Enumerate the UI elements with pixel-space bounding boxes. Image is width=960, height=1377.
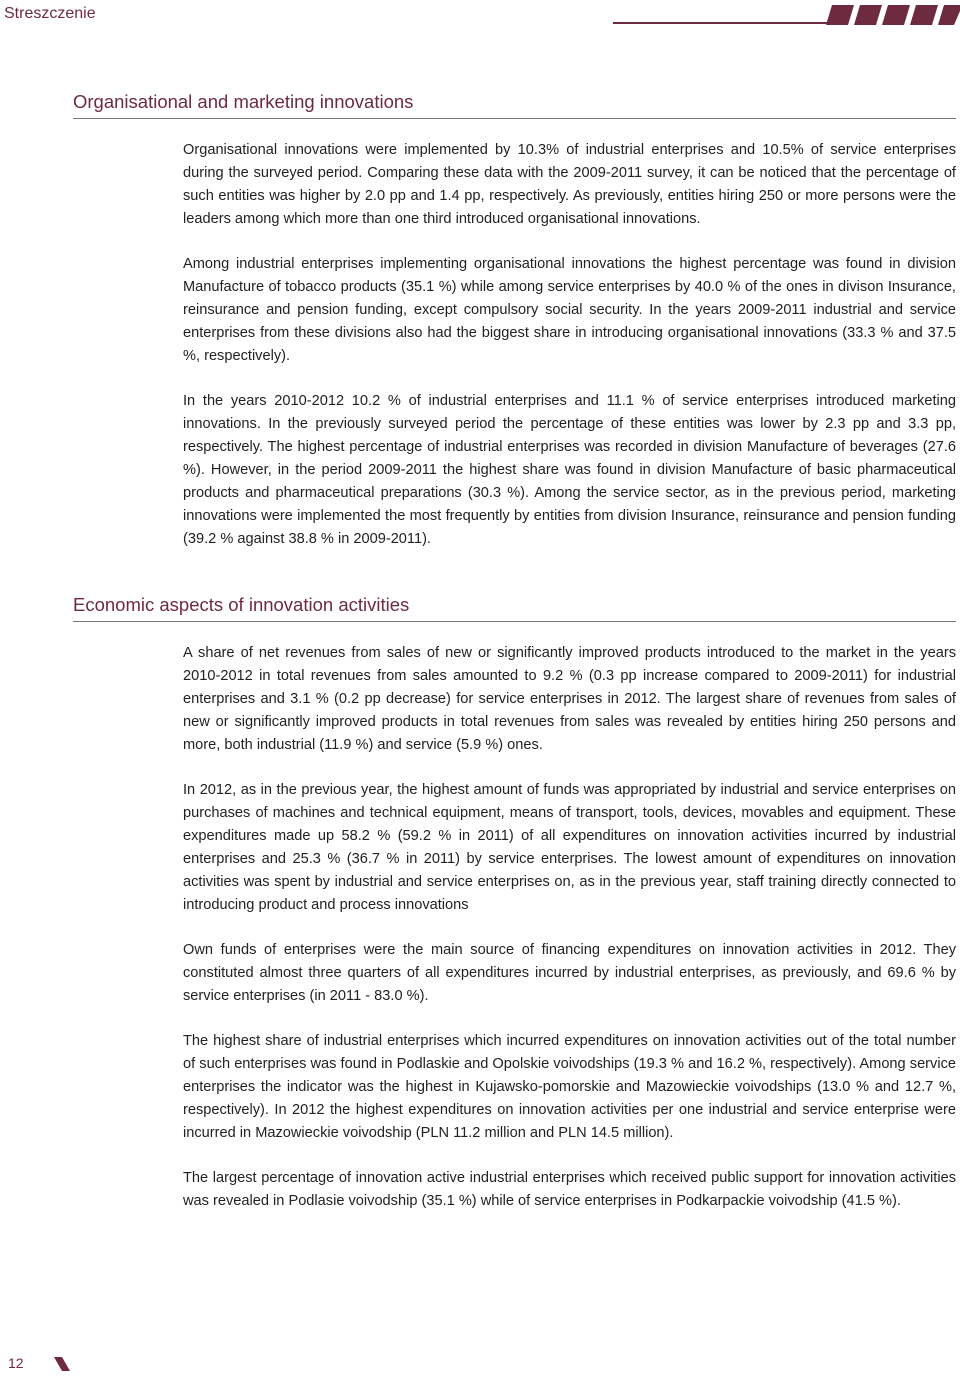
section-title-economic: Economic aspects of innovation activities: [73, 594, 956, 622]
paragraph: The highest share of industrial enterprises which incurred expenditures on innovation activities out of the total number of such enterprises was found in Podlaskie and Opolskie voivodships (19.3 % and 16.2 %, respectively). Among service enterprises the indicator was the highest in Kujawsko-pomorskie and Mazowieckie voivodships (13.0 % and 12.7 %, respectively). In 2012 the highest expenditures on innovation activities per one industrial and service enterprise were incurred in Mazowieckie voivodship (PLN 11.2 million and PLN 14.5 million).: [183, 1033, 956, 1141]
footer-mark-decoration: [54, 1357, 70, 1371]
header-rule: [613, 22, 828, 24]
paragraph: The largest percentage of innovation active industrial enterprises which received public support for innovation activities was revealed in Podlasie voivodship (35.1 %) while of service enterprises in Podkarpackie voivodship (41.5 %).: [183, 1170, 956, 1209]
paragraph: Organisational innovations were implemented by 10.3% of industrial enterprises and 10.5% of service enterprises during the surveyed period. Comparing these data with the 2009-2011 survey, it can be noticed that the percentage of such entities was higher by 2.0 pp and 1.4 pp, respectively. As previously, entities hiring 250 or more persons were the leaders among which more than one third introduced organisational innovations.: [183, 142, 956, 227]
running-head: Streszczenie: [4, 5, 96, 22]
paragraph: In the years 2010-2012 10.2 % of industrial enterprises and 11.1 % of service enterprises introduced marketing innovations. In the previously surveyed period the percentage of these entities was lower by 2.3 pp and 3.3 pp, respectively. The highest percentage of industrial enterprises was recorded in division Manufacture of beverages (27.6 %). However, in the period 2009-2011 the highest share was found in division Manufacture of basic pharmaceutical products and pharmaceutical preparations (30.3 %). Among the service sector, as in the previous period, marketing innovations were implemented the most frequently by entities from division Insurance, reinsurance and pension funding (39.2 % against 38.8 % in 2009-2011).: [183, 393, 956, 547]
paragraph: A share of net revenues from sales of new or significantly improved products introduced to the market in the years 2010-2012 in total revenues from sales amounted to 9.2 % (0.3 pp increase compared to 2009-2011) for industrial enterprises and 3.1 % (0.2 pp decrease) for service enterprises in 2012. The largest share of revenues from sales of new or significantly improved products in total revenues from sales was revealed by entities hiring 250 persons and more, both industrial (11.9 %) and service (5.9 %) ones.: [183, 645, 956, 753]
paragraph: Own funds of enterprises were the main source of financing expenditures on innovation activities in 2012. They constituted almost three quarters of all expenditures incurred by industrial enterprises, as previously, and 69.6 % by service enterprises (in 2011 - 83.0 %).: [183, 942, 956, 1004]
page-number: 12: [8, 1355, 24, 1371]
paragraph: Among industrial enterprises implementing organisational innovations the highest percentage was found in division Manufacture of tobacco products (35.1 %) while among service enterprises by 40.0 % of the ones in divison Insurance, reinsurance and pension funding, except compulsory social security. In the years 2009-2011 industrial and service enterprises from these divisions also had the biggest share in introducing organisational innovations (33.3 % and 37.5 %, respectively).: [183, 256, 956, 364]
header-stripes-decoration: [826, 5, 960, 25]
section-title-organisational: Organisational and marketing innovations: [73, 91, 956, 119]
section-body-organisational: [183, 139, 956, 551]
paragraph: In 2012, as in the previous year, the highest amount of funds was appropriated by industrial and service enterprises on purchases of machines and technical equipment, means of transport, tools, devices, movables and equipment. These expenditures made up 58.2 % (59.2 % in 2011) of all expenditures on innovation activities incurred by industrial enterprises and 25.3 % (36.7 % in 2011) by service enterprises. The lowest amount of expenditures on innovation activities was spent by industrial and service enterprises on, as in the previous year, staff training directly connected to introducing product and process innovations: [183, 782, 956, 913]
section-body-economic: [183, 642, 956, 1213]
